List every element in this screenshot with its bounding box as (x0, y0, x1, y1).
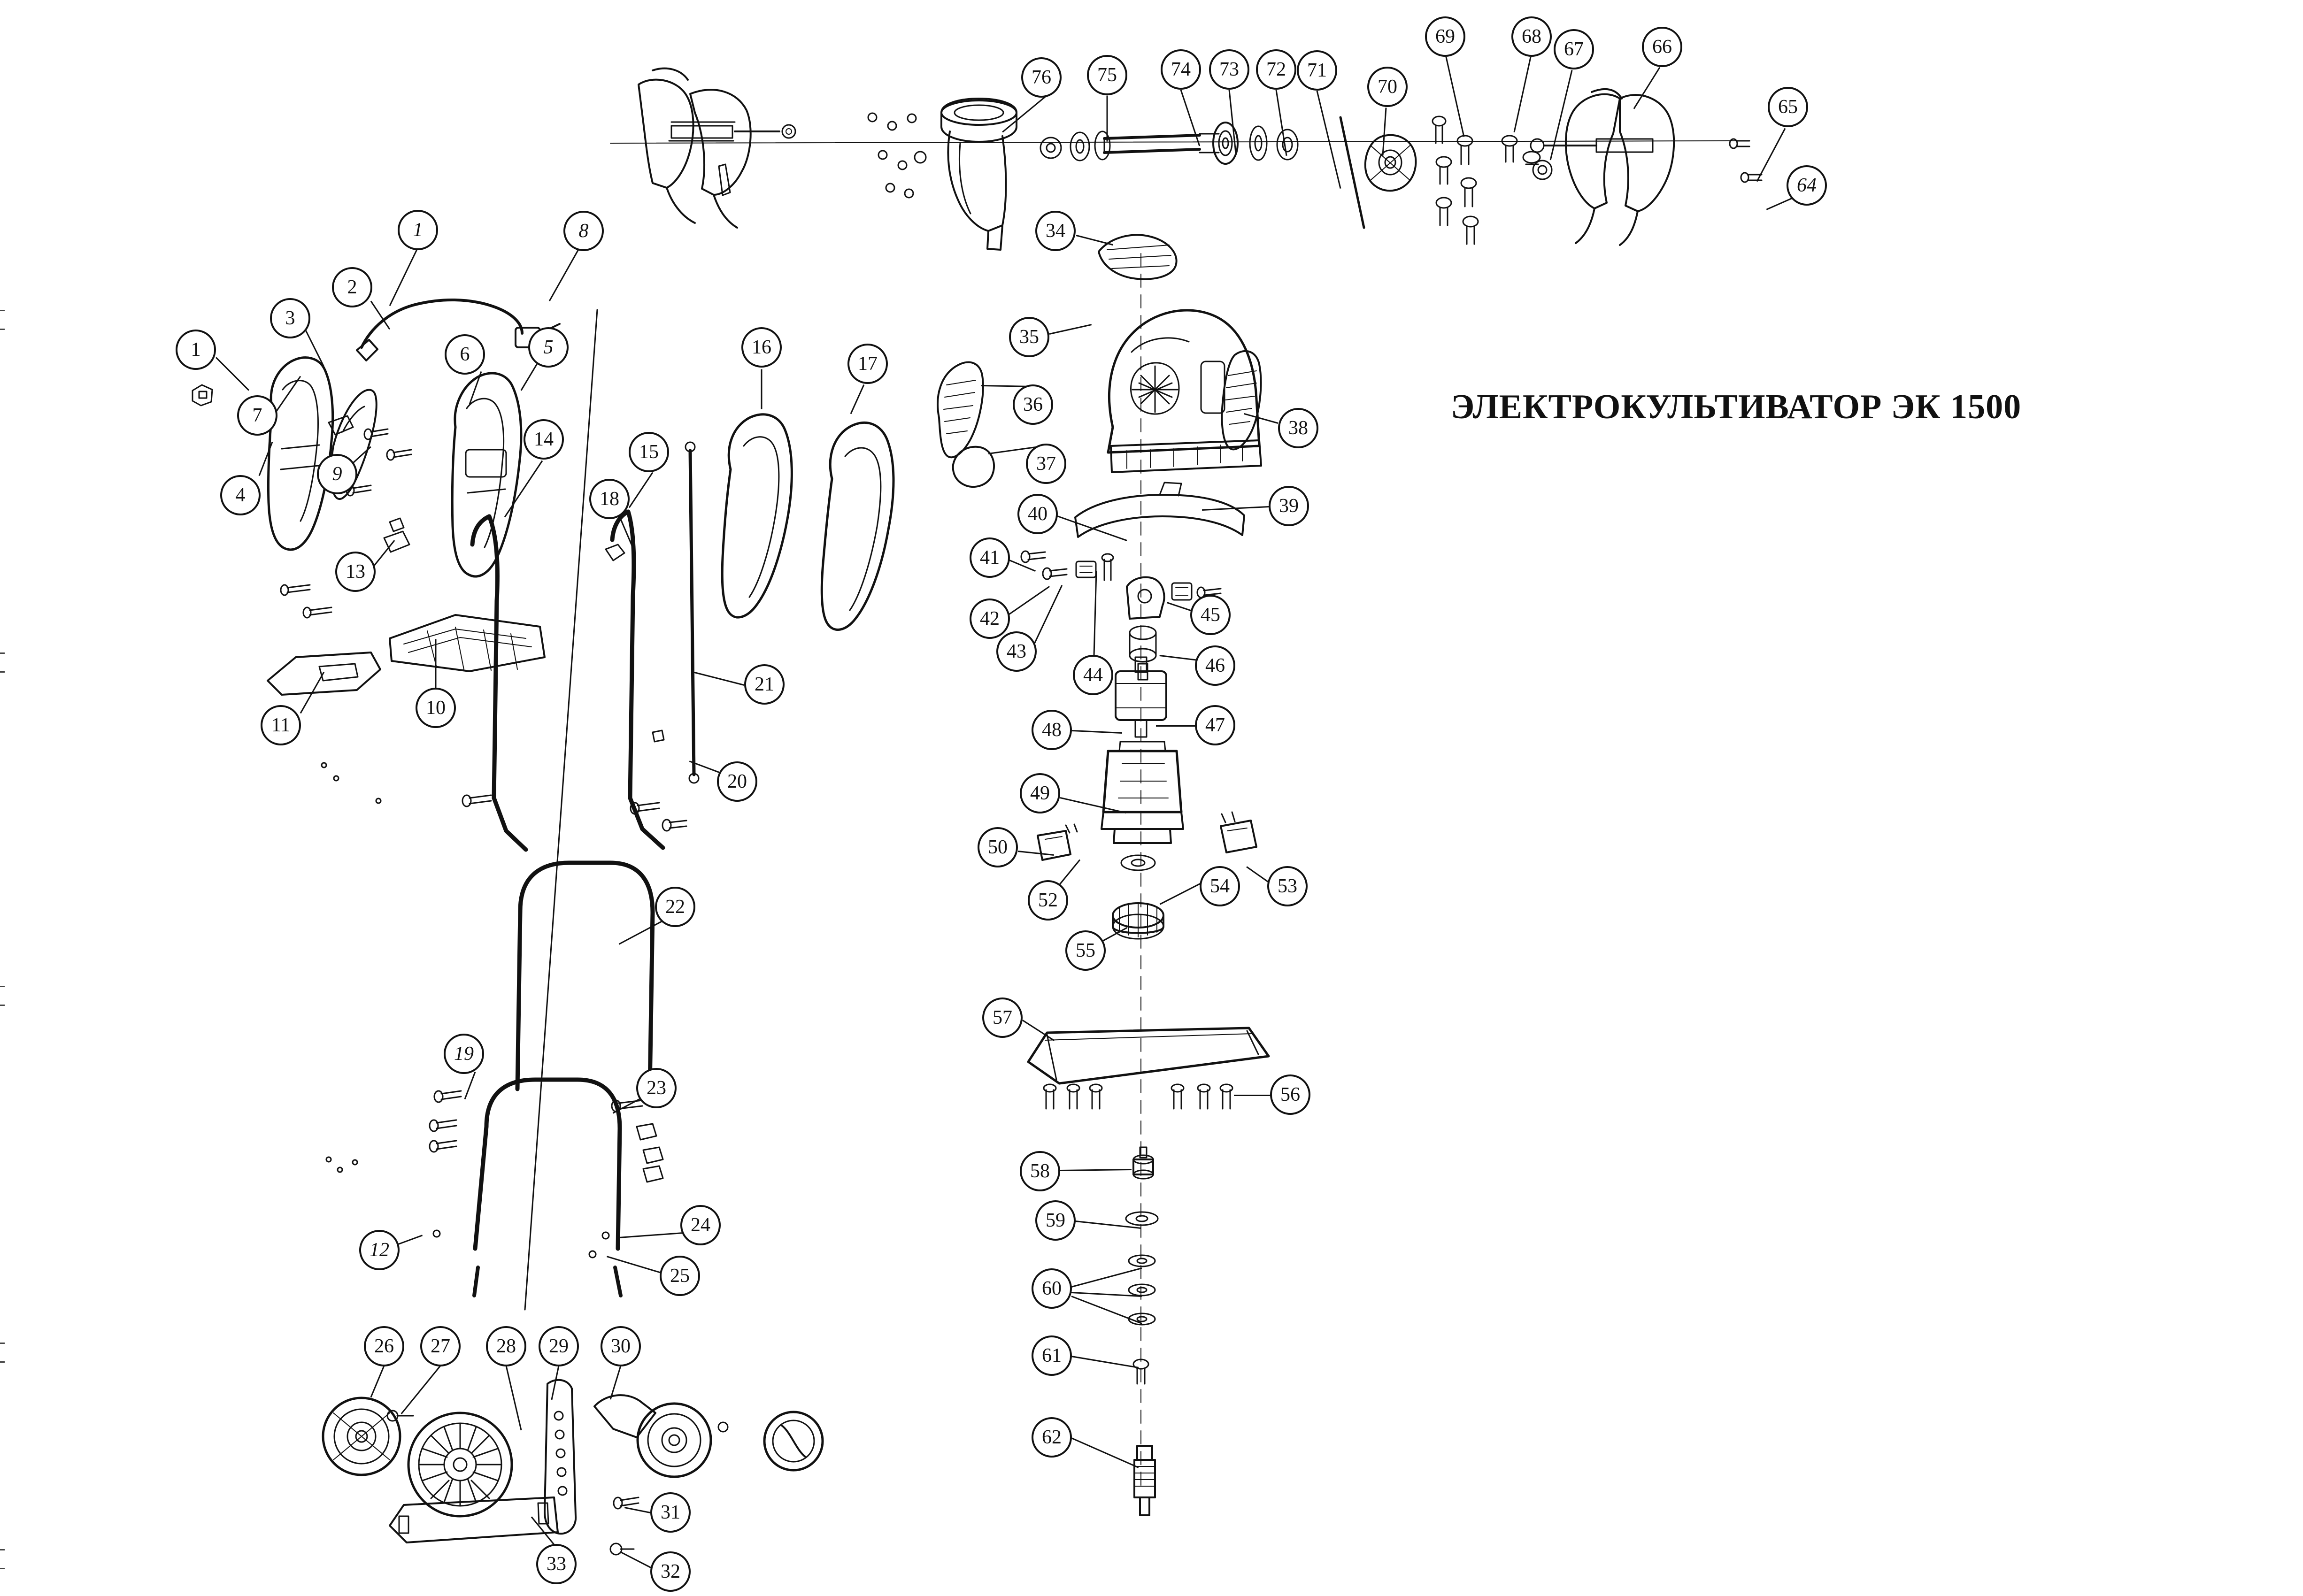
callout-13[interactable]: 13 (335, 552, 376, 592)
callout-25[interactable]: 25 (660, 1256, 700, 1296)
callout-39[interactable]: 39 (1269, 486, 1309, 526)
leader-line (1156, 725, 1198, 727)
callout-32[interactable]: 32 (650, 1551, 691, 1592)
callout-57[interactable]: 57 (982, 998, 1023, 1038)
callout-75[interactable]: 75 (1087, 55, 1127, 95)
callout-5[interactable]: 5 (528, 327, 569, 368)
callout-36[interactable]: 36 (1013, 384, 1053, 425)
callout-16[interactable]: 16 (741, 327, 782, 368)
callout-10[interactable]: 10 (416, 688, 456, 728)
callout-21[interactable]: 21 (744, 664, 785, 705)
callout-68[interactable]: 68 (1511, 16, 1552, 57)
callout-43[interactable]: 43 (996, 631, 1037, 672)
callout-60[interactable]: 60 (1032, 1268, 1072, 1309)
callout-6[interactable]: 6 (445, 334, 485, 375)
callout-2[interactable]: 2 (332, 267, 372, 307)
callout-28[interactable]: 28 (486, 1326, 526, 1366)
callout-50[interactable]: 50 (978, 827, 1018, 867)
callout-18[interactable]: 18 (589, 479, 630, 519)
callout-71[interactable]: 71 (1297, 50, 1337, 91)
callout-62[interactable]: 62 (1032, 1417, 1072, 1458)
callout-48[interactable]: 48 (1032, 710, 1072, 750)
callout-1[interactable]: 1 (176, 330, 216, 370)
callout-47[interactable]: 47 (1195, 705, 1235, 745)
callout-53[interactable]: 53 (1267, 866, 1308, 906)
callout-4[interactable]: 4 (220, 475, 261, 515)
callout-72[interactable]: 72 (1256, 49, 1296, 90)
callout-70[interactable]: 70 (1367, 67, 1408, 107)
callout-52[interactable]: 52 (1028, 880, 1068, 921)
callout-31[interactable]: 31 (650, 1492, 691, 1533)
callout-69[interactable]: 69 (1425, 16, 1465, 57)
callout-54[interactable]: 54 (1200, 866, 1240, 906)
callout-40[interactable]: 40 (1017, 494, 1058, 534)
callout-19[interactable]: 19 (444, 1034, 484, 1074)
leader-line (761, 369, 763, 409)
callout-17[interactable]: 17 (847, 344, 888, 384)
callout-74[interactable]: 74 (1161, 49, 1201, 90)
callout-61[interactable]: 61 (1032, 1335, 1072, 1376)
callout-34[interactable]: 34 (1035, 211, 1076, 251)
callout-42[interactable]: 42 (970, 598, 1010, 639)
callout-44[interactable]: 44 (1073, 655, 1113, 695)
leader-line (435, 639, 437, 689)
callout-64[interactable]: 64 (1787, 165, 1827, 206)
callout-67[interactable]: 67 (1554, 29, 1594, 69)
callout-45[interactable]: 45 (1190, 595, 1231, 635)
callout-8[interactable]: 8 (563, 211, 604, 251)
callout-55[interactable]: 55 (1065, 930, 1106, 971)
callout-27[interactable]: 27 (420, 1326, 461, 1366)
callout-1[interactable]: 1 (398, 210, 438, 250)
callout-38[interactable]: 38 (1278, 408, 1318, 448)
leader-line (1107, 96, 1108, 142)
callout-37[interactable]: 37 (1026, 444, 1066, 484)
callout-41[interactable]: 41 (970, 537, 1010, 578)
callout-58[interactable]: 58 (1020, 1151, 1060, 1191)
callout-59[interactable]: 59 (1035, 1200, 1076, 1241)
callout-73[interactable]: 73 (1209, 49, 1249, 90)
callout-9[interactable]: 9 (317, 454, 357, 494)
callout-66[interactable]: 66 (1642, 27, 1682, 67)
callout-20[interactable]: 20 (717, 761, 757, 802)
callout-33[interactable]: 33 (536, 1544, 577, 1584)
callout-49[interactable]: 49 (1020, 773, 1060, 813)
callout-65[interactable]: 65 (1768, 87, 1808, 127)
callout-35[interactable]: 35 (1009, 317, 1049, 357)
callout-26[interactable]: 26 (364, 1326, 404, 1366)
callout-30[interactable]: 30 (601, 1326, 641, 1366)
callout-22[interactable]: 22 (655, 887, 695, 927)
page-title: ЭЛЕКТРОКУЛЬТИВАТОР ЭК 1500 (1451, 388, 2022, 426)
callout-24[interactable]: 24 (680, 1205, 721, 1245)
callout-12[interactable]: 12 (359, 1230, 400, 1270)
leader-line (1234, 1095, 1271, 1096)
callout-76[interactable]: 76 (1021, 57, 1062, 98)
callout-23[interactable]: 23 (636, 1068, 677, 1108)
callout-11[interactable]: 11 (261, 705, 301, 745)
callout-56[interactable]: 56 (1270, 1074, 1310, 1115)
callout-7[interactable]: 7 (237, 395, 277, 436)
callout-3[interactable]: 3 (270, 298, 310, 338)
callout-29[interactable]: 29 (539, 1326, 579, 1366)
callout-14[interactable]: 14 (524, 419, 564, 460)
callout-15[interactable]: 15 (629, 432, 669, 472)
callout-46[interactable]: 46 (1195, 645, 1235, 686)
